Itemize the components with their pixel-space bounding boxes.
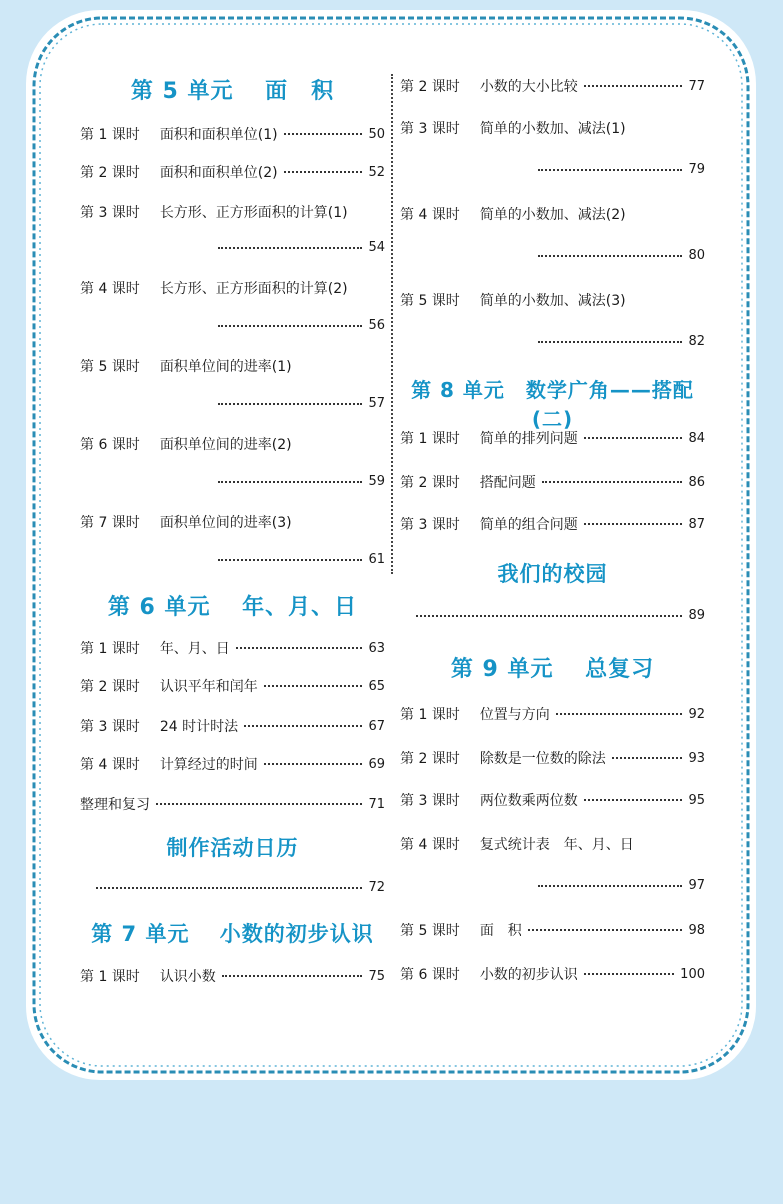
- toc-entry[interactable]: [400, 290, 705, 310]
- leader-dots: [416, 615, 682, 617]
- lesson-number: 第 3 课时: [80, 719, 140, 735]
- lesson-number: 第 6 课时: [400, 967, 460, 983]
- unit5-title: 第 5 单元 面 积: [130, 79, 335, 104]
- leader-dots: [218, 247, 362, 249]
- lesson-title: 简单的组合问题: [479, 517, 578, 533]
- lesson-number: 第 4 课时: [80, 281, 140, 297]
- lesson-number: 第 4 课时: [400, 837, 460, 853]
- toc-entry-continuation: [400, 162, 705, 177]
- lesson-number: 第 2 课时: [400, 79, 460, 95]
- leader-dots: [264, 685, 363, 687]
- lesson-number: 第 4 课时: [80, 757, 140, 773]
- lesson-title: 简单的排列问题: [479, 431, 578, 447]
- lesson-title: 复式统计表 年、月、日: [479, 837, 634, 853]
- lesson-title: 年、月、日: [159, 641, 230, 657]
- page-number: 84: [688, 430, 705, 446]
- leader-dots: [538, 255, 682, 257]
- toc-entry-continuation: [80, 552, 385, 567]
- lesson-title: 两位数乘两位数: [479, 793, 578, 809]
- toc-entry[interactable]: [400, 790, 705, 810]
- toc-entry[interactable]: [400, 514, 705, 534]
- page-number: 82: [688, 334, 705, 349]
- lesson-title: 面积单位间的进率(1): [159, 359, 292, 375]
- page-number: 50: [368, 126, 385, 142]
- lesson-number: 第 3 课时: [400, 793, 460, 809]
- leader-dots: [584, 973, 674, 975]
- leader-dots: [538, 169, 682, 171]
- page-number: 69: [368, 756, 385, 772]
- toc-entry[interactable]: [400, 428, 705, 448]
- page-number: 100: [680, 966, 705, 982]
- lesson-number: 第 5 课时: [400, 923, 460, 939]
- lesson-title: 搭配问题: [479, 475, 536, 491]
- lesson-number: 第 6 课时: [80, 437, 140, 453]
- lesson-title: 计算经过的时间: [159, 757, 258, 773]
- toc-entry-continuation: [400, 248, 705, 263]
- page-number: 72: [368, 880, 385, 895]
- lesson-number: 第 2 课时: [400, 475, 460, 491]
- page-number: 86: [688, 474, 705, 490]
- lesson-number: 第 5 课时: [400, 293, 460, 309]
- lesson-title: 简单的小数加、减法(1): [479, 121, 626, 137]
- toc-entry-continuation: [80, 318, 385, 333]
- toc-entry[interactable]: [400, 834, 705, 854]
- lesson-title: 认识平年和闰年: [159, 679, 258, 695]
- page-number: 92: [688, 706, 705, 722]
- leader-dots: [236, 647, 363, 649]
- leader-dots: [612, 757, 683, 759]
- toc-entry-continuation: [80, 240, 385, 255]
- leader-dots: [284, 171, 363, 173]
- lesson-title: 面积单位间的进率(3): [159, 515, 292, 531]
- toc-entry[interactable]: [80, 966, 385, 986]
- lesson-number: 第 1 课时: [80, 641, 140, 657]
- leader-dots: [96, 887, 362, 889]
- lesson-number: 第 1 课时: [400, 431, 460, 447]
- leader-dots: [218, 481, 362, 483]
- lesson-number: 第 3 课时: [400, 517, 460, 533]
- leader-dots: [538, 341, 682, 343]
- unit7-title: 第 7 单元 小数的初步认识: [91, 922, 374, 946]
- leader-dots: [222, 975, 363, 977]
- toc-entry-continuation: [400, 878, 705, 893]
- column-divider: [391, 74, 393, 574]
- page-number: 80: [688, 248, 705, 263]
- lesson-title: 位置与方向: [479, 707, 550, 723]
- unit6-title: 第 6 单元 年、月、日: [107, 595, 358, 620]
- toc-entry-continuation: [400, 608, 705, 623]
- leader-dots: [584, 437, 683, 439]
- toc-entry-continuation: [80, 474, 385, 489]
- toc-entry[interactable]: [80, 794, 385, 814]
- unit9-title: 第 9 单元 总复习: [450, 657, 655, 682]
- leader-dots: [584, 799, 683, 801]
- lesson-number: 第 5 课时: [80, 359, 140, 375]
- toc-entry[interactable]: [80, 434, 385, 454]
- lesson-number: 第 4 课时: [400, 207, 460, 223]
- toc-entry[interactable]: [400, 472, 705, 492]
- leader-dots: [556, 713, 683, 715]
- toc-entry[interactable]: [400, 704, 705, 724]
- campus-title: 我们的校园: [497, 562, 608, 586]
- toc-entry[interactable]: [400, 204, 705, 224]
- toc-entry[interactable]: [400, 76, 705, 96]
- lesson-number: 第 2 课时: [80, 165, 140, 181]
- toc-entry[interactable]: [80, 278, 385, 298]
- page-number: 57: [368, 396, 385, 411]
- page-number: 93: [688, 750, 705, 766]
- lesson-title: 小数的初步认识: [479, 967, 578, 983]
- lesson-title: 面积和面积单位(1): [159, 127, 278, 143]
- page-number: 98: [688, 922, 705, 938]
- page-number: 95: [688, 792, 705, 808]
- lesson-title: 面 积: [479, 923, 522, 939]
- toc-entry[interactable]: [80, 638, 385, 658]
- toc-entry[interactable]: [80, 202, 385, 222]
- lesson-title: 认识小数: [159, 969, 216, 985]
- leader-dots: [244, 725, 362, 727]
- lesson-title: 长方形、正方形面积的计算(1): [159, 205, 348, 221]
- lesson-title: 面积单位间的进率(2): [159, 437, 292, 453]
- page-number: 67: [368, 718, 385, 734]
- leader-dots: [218, 403, 362, 405]
- page-number: 89: [688, 608, 705, 623]
- unit8-title: 第 8 单元 数学广角——搭配(二): [411, 378, 694, 431]
- toc-entry[interactable]: [400, 748, 705, 768]
- leader-dots: [584, 523, 683, 525]
- page-number: 87: [688, 516, 705, 532]
- toc-entry[interactable]: [80, 716, 385, 736]
- toc-entry[interactable]: [80, 754, 385, 774]
- page-number: 56: [368, 318, 385, 333]
- toc-entry[interactable]: [400, 964, 705, 984]
- lesson-number: 第 1 课时: [80, 127, 140, 143]
- page-number: 59: [368, 474, 385, 489]
- page-number: 65: [368, 678, 385, 694]
- lesson-title: 简单的小数加、减法(2): [479, 207, 626, 223]
- lesson-number: 第 2 课时: [400, 751, 460, 767]
- lesson-title: 面积和面积单位(2): [159, 165, 278, 181]
- toc-entry[interactable]: [400, 118, 705, 138]
- toc-entry-continuation: [80, 396, 385, 411]
- toc-entry[interactable]: [80, 512, 385, 532]
- review-title: 整理和复习: [80, 797, 150, 813]
- page-number: 79: [688, 162, 705, 177]
- lesson-title: 小数的大小比较: [479, 79, 578, 95]
- toc-entry-continuation: [400, 334, 705, 349]
- page-number: 61: [368, 552, 385, 567]
- lesson-number: 第 3 课时: [400, 121, 460, 137]
- toc-entry[interactable]: [400, 920, 705, 940]
- toc-entry[interactable]: [80, 676, 385, 696]
- lesson-number: 第 1 课时: [80, 969, 140, 985]
- page-number: 71: [368, 796, 385, 812]
- lesson-title: 简单的小数加、减法(3): [479, 293, 626, 309]
- lesson-title: 长方形、正方形面积的计算(2): [159, 281, 348, 297]
- leader-dots: [542, 481, 683, 483]
- page-number: 75: [368, 968, 385, 984]
- leader-dots: [584, 85, 683, 87]
- leader-dots: [218, 559, 362, 561]
- toc-entry[interactable]: [80, 162, 385, 182]
- toc-entry[interactable]: [80, 124, 385, 144]
- page-number: 77: [688, 78, 705, 94]
- page-number: 97: [688, 878, 705, 893]
- leader-dots: [264, 763, 363, 765]
- page-number: 54: [368, 240, 385, 255]
- lesson-number: 第 3 课时: [80, 205, 140, 221]
- lesson-number: 第 1 课时: [400, 707, 460, 723]
- leader-dots: [156, 803, 362, 805]
- activity-title: 制作活动日历: [166, 836, 299, 860]
- leader-dots: [218, 325, 362, 327]
- leader-dots: [538, 885, 682, 887]
- toc-entry-continuation: [80, 880, 385, 895]
- page-number: 52: [368, 164, 385, 180]
- page-number: 63: [368, 640, 385, 656]
- lesson-number: 第 2 课时: [80, 679, 140, 695]
- lesson-number: 第 7 课时: [80, 515, 140, 531]
- leader-dots: [528, 929, 683, 931]
- lesson-title: 24 时计时法: [159, 719, 239, 735]
- leader-dots: [284, 133, 363, 135]
- toc-entry[interactable]: [80, 356, 385, 376]
- lesson-title: 除数是一位数的除法: [479, 751, 606, 767]
